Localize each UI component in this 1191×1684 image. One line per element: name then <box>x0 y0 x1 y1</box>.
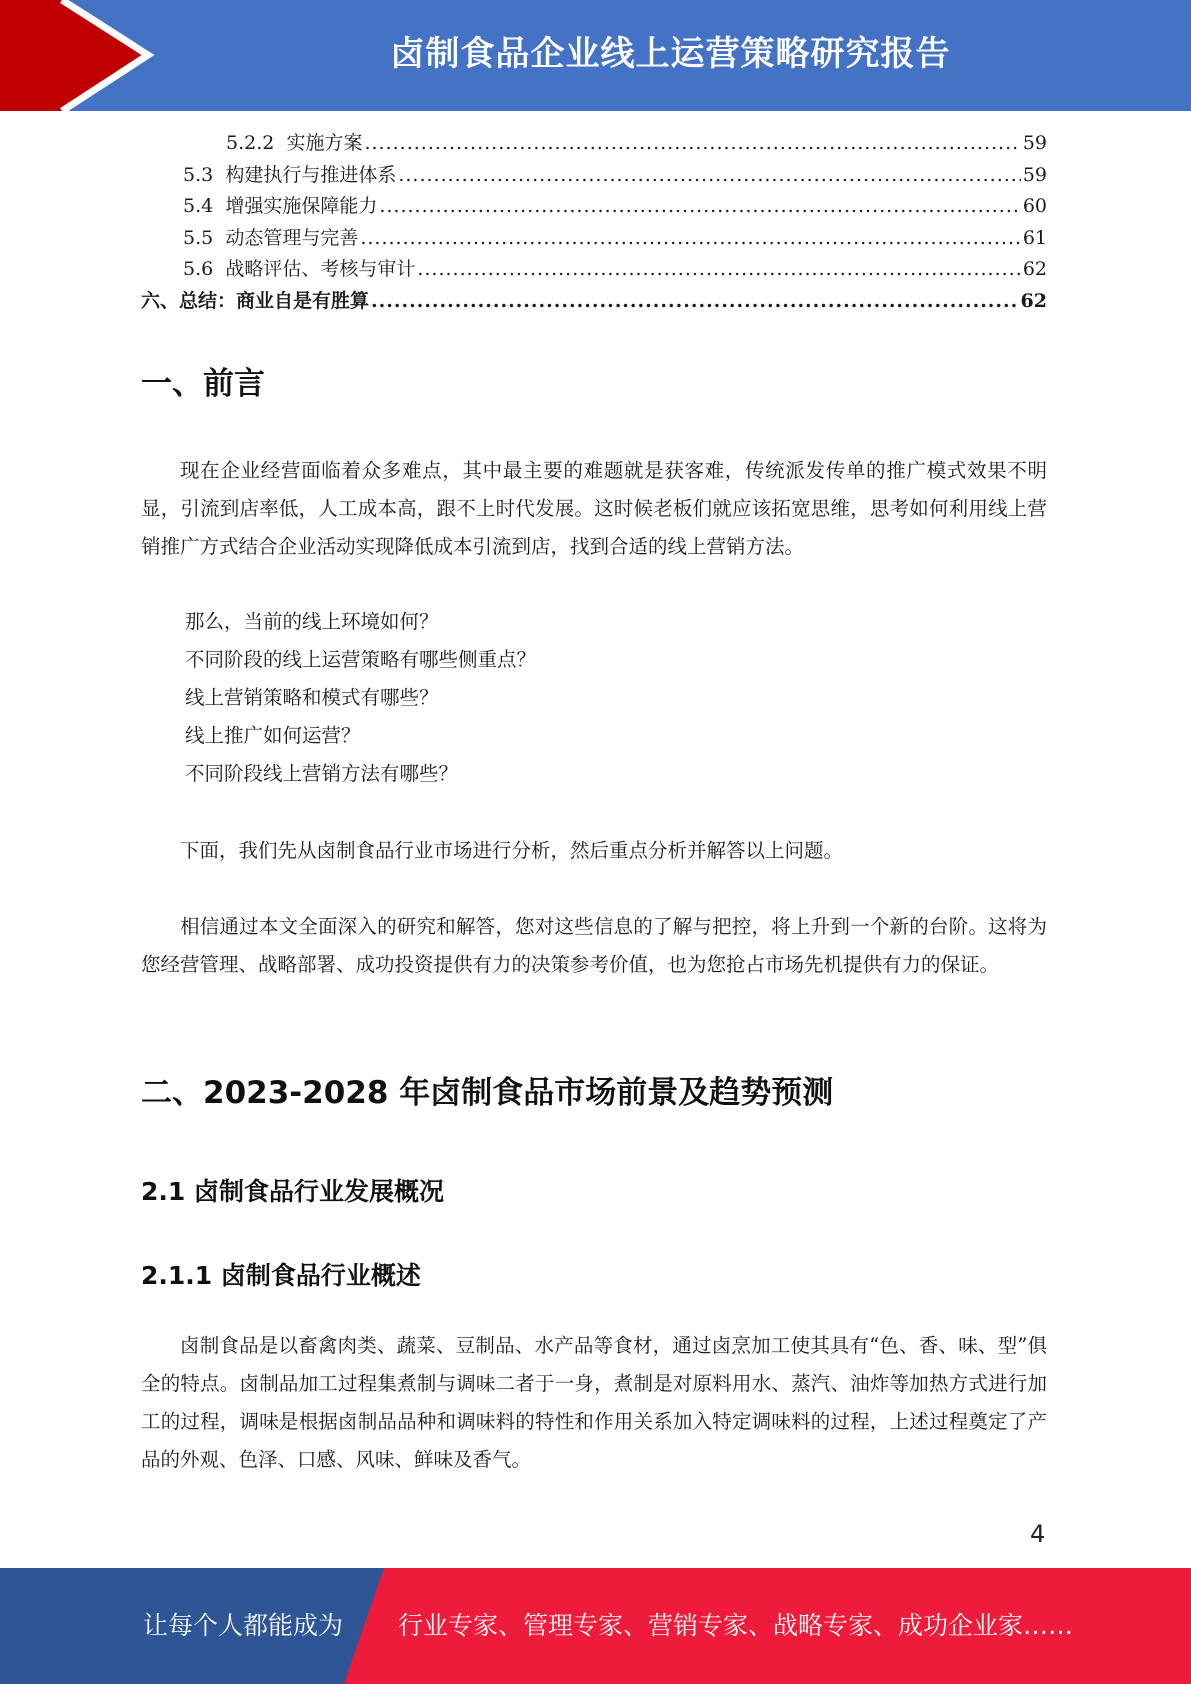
toc-entry-page: 59 <box>1022 163 1047 186</box>
header-banner <box>0 0 1191 111</box>
question-line: 那么，当前的线上环境如何？ <box>185 610 439 633</box>
toc-leader-dots <box>379 195 1020 217</box>
toc-entry[interactable] <box>141 160 1047 192</box>
toc-entry[interactable] <box>141 223 1047 255</box>
question-line: 不同阶段线上营销方法有哪些？ <box>185 762 459 785</box>
question-line: 不同阶段的线上运营策略有哪些侧重点？ <box>185 648 537 671</box>
section-2-1-1-heading: 2.1.1 卤制食品行业概述 <box>141 1261 421 1290</box>
toc-entry-number: 5.4 <box>183 195 214 217</box>
toc-entry-title: 增强实施保障能力 <box>225 195 378 217</box>
toc-leader-dots <box>360 227 1020 249</box>
preface-heading: 一、前言 <box>141 366 265 402</box>
toc-entry-number: 5.3 <box>183 163 214 186</box>
toc-entry-page: 59 <box>1022 132 1047 154</box>
footer-slogan-right: 行业专家、管理专家、营销专家、战略专家、成功企业家…… <box>398 1611 1074 1640</box>
toc-leader-dots <box>398 164 1020 186</box>
toc-entry-page: 62 <box>1022 258 1047 280</box>
toc-entry-number: 5.2.2 <box>226 132 275 154</box>
toc-entry-page: 62 <box>1020 289 1047 312</box>
toc-entry-number: 5.6 <box>183 258 214 280</box>
toc-entry-title: 实施方案 <box>286 132 363 154</box>
toc-leader-dots <box>364 132 1020 154</box>
toc-entry-page: 60 <box>1022 195 1047 217</box>
preface-paragraph-1: 现在企业经营面临着众多难点，其中最主要的难题就是获客难，传统派发传单的推广模式效果不明显，引流到店率低，人工成本高，跟不上时代发展。这时候老板们就应该拓宽思维，思考如何利用线上营销推广方式结合企业活动实现降低成本引流到店，找到合适的线上营销方法。 <box>141 459 1047 558</box>
toc-entry[interactable] <box>141 254 1047 286</box>
page-number: 4 <box>1030 1520 1046 1548</box>
table-of-contents <box>141 128 1047 317</box>
preface-paragraph-2: 下面，我们先从卤制食品行业市场进行分析，然后重点分析并解答以上问题。 <box>180 839 844 862</box>
toc-entry-title: 动态管理与完善 <box>225 226 359 249</box>
toc-entry-number: 5.5 <box>183 226 214 249</box>
toc-entry[interactable] <box>141 286 1047 318</box>
footer-banner <box>0 1568 1191 1684</box>
toc-entry[interactable] <box>141 128 1047 160</box>
chapter-2-heading: 二、2023-2028 年卤制食品市场前景及趋势预测 <box>141 1075 834 1111</box>
report-title: 卤制食品企业线上运营策略研究报告 <box>390 34 951 74</box>
toc-leader-dots <box>371 290 1019 312</box>
section-2-1-heading: 2.1 卤制食品行业发展概况 <box>141 1177 444 1206</box>
toc-entry-title: 构建执行与推进体系 <box>225 163 397 186</box>
toc-entry-page: 61 <box>1022 226 1047 249</box>
toc-entry[interactable] <box>141 191 1047 223</box>
question-line: 线上推广如何运营？ <box>185 724 361 747</box>
toc-leader-dots <box>417 258 1020 280</box>
footer-slogan-left: 让每个人都能成为 <box>143 1611 344 1640</box>
section-2-1-1-paragraph: 卤制食品是以畜禽肉类、蔬菜、豆制品、水产品等食材，通过卤烹加工使其具有“色、香、味、型”俱全的特点。卤制品加工过程集煮制与调味二者于一身，煮制是对原料用水、蒸汽、油炸等加热方式进行加工的过程，调味是根据卤制品品种和调味料的特性和作用关系加入特定调味料的过程，上述过程奠定了产品的外观、色泽、口感、风味、鲜味及香气。 <box>141 1334 1047 1471</box>
question-line: 线上营销策略和模式有哪些？ <box>185 686 439 709</box>
preface-paragraph-3: 相信通过本文全面深入的研究和解答，您对这些信息的了解与把控，将上升到一个新的台阶。这将为您经营管理、战略部署、成功投资提供有力的决策参考价值，也为您抢占市场先机提供有力的保证。 <box>141 915 1047 976</box>
toc-entry-title: 六、总结：商业自是有胜算 <box>141 289 370 312</box>
toc-entry-title: 战略评估、考核与审计 <box>225 258 416 280</box>
